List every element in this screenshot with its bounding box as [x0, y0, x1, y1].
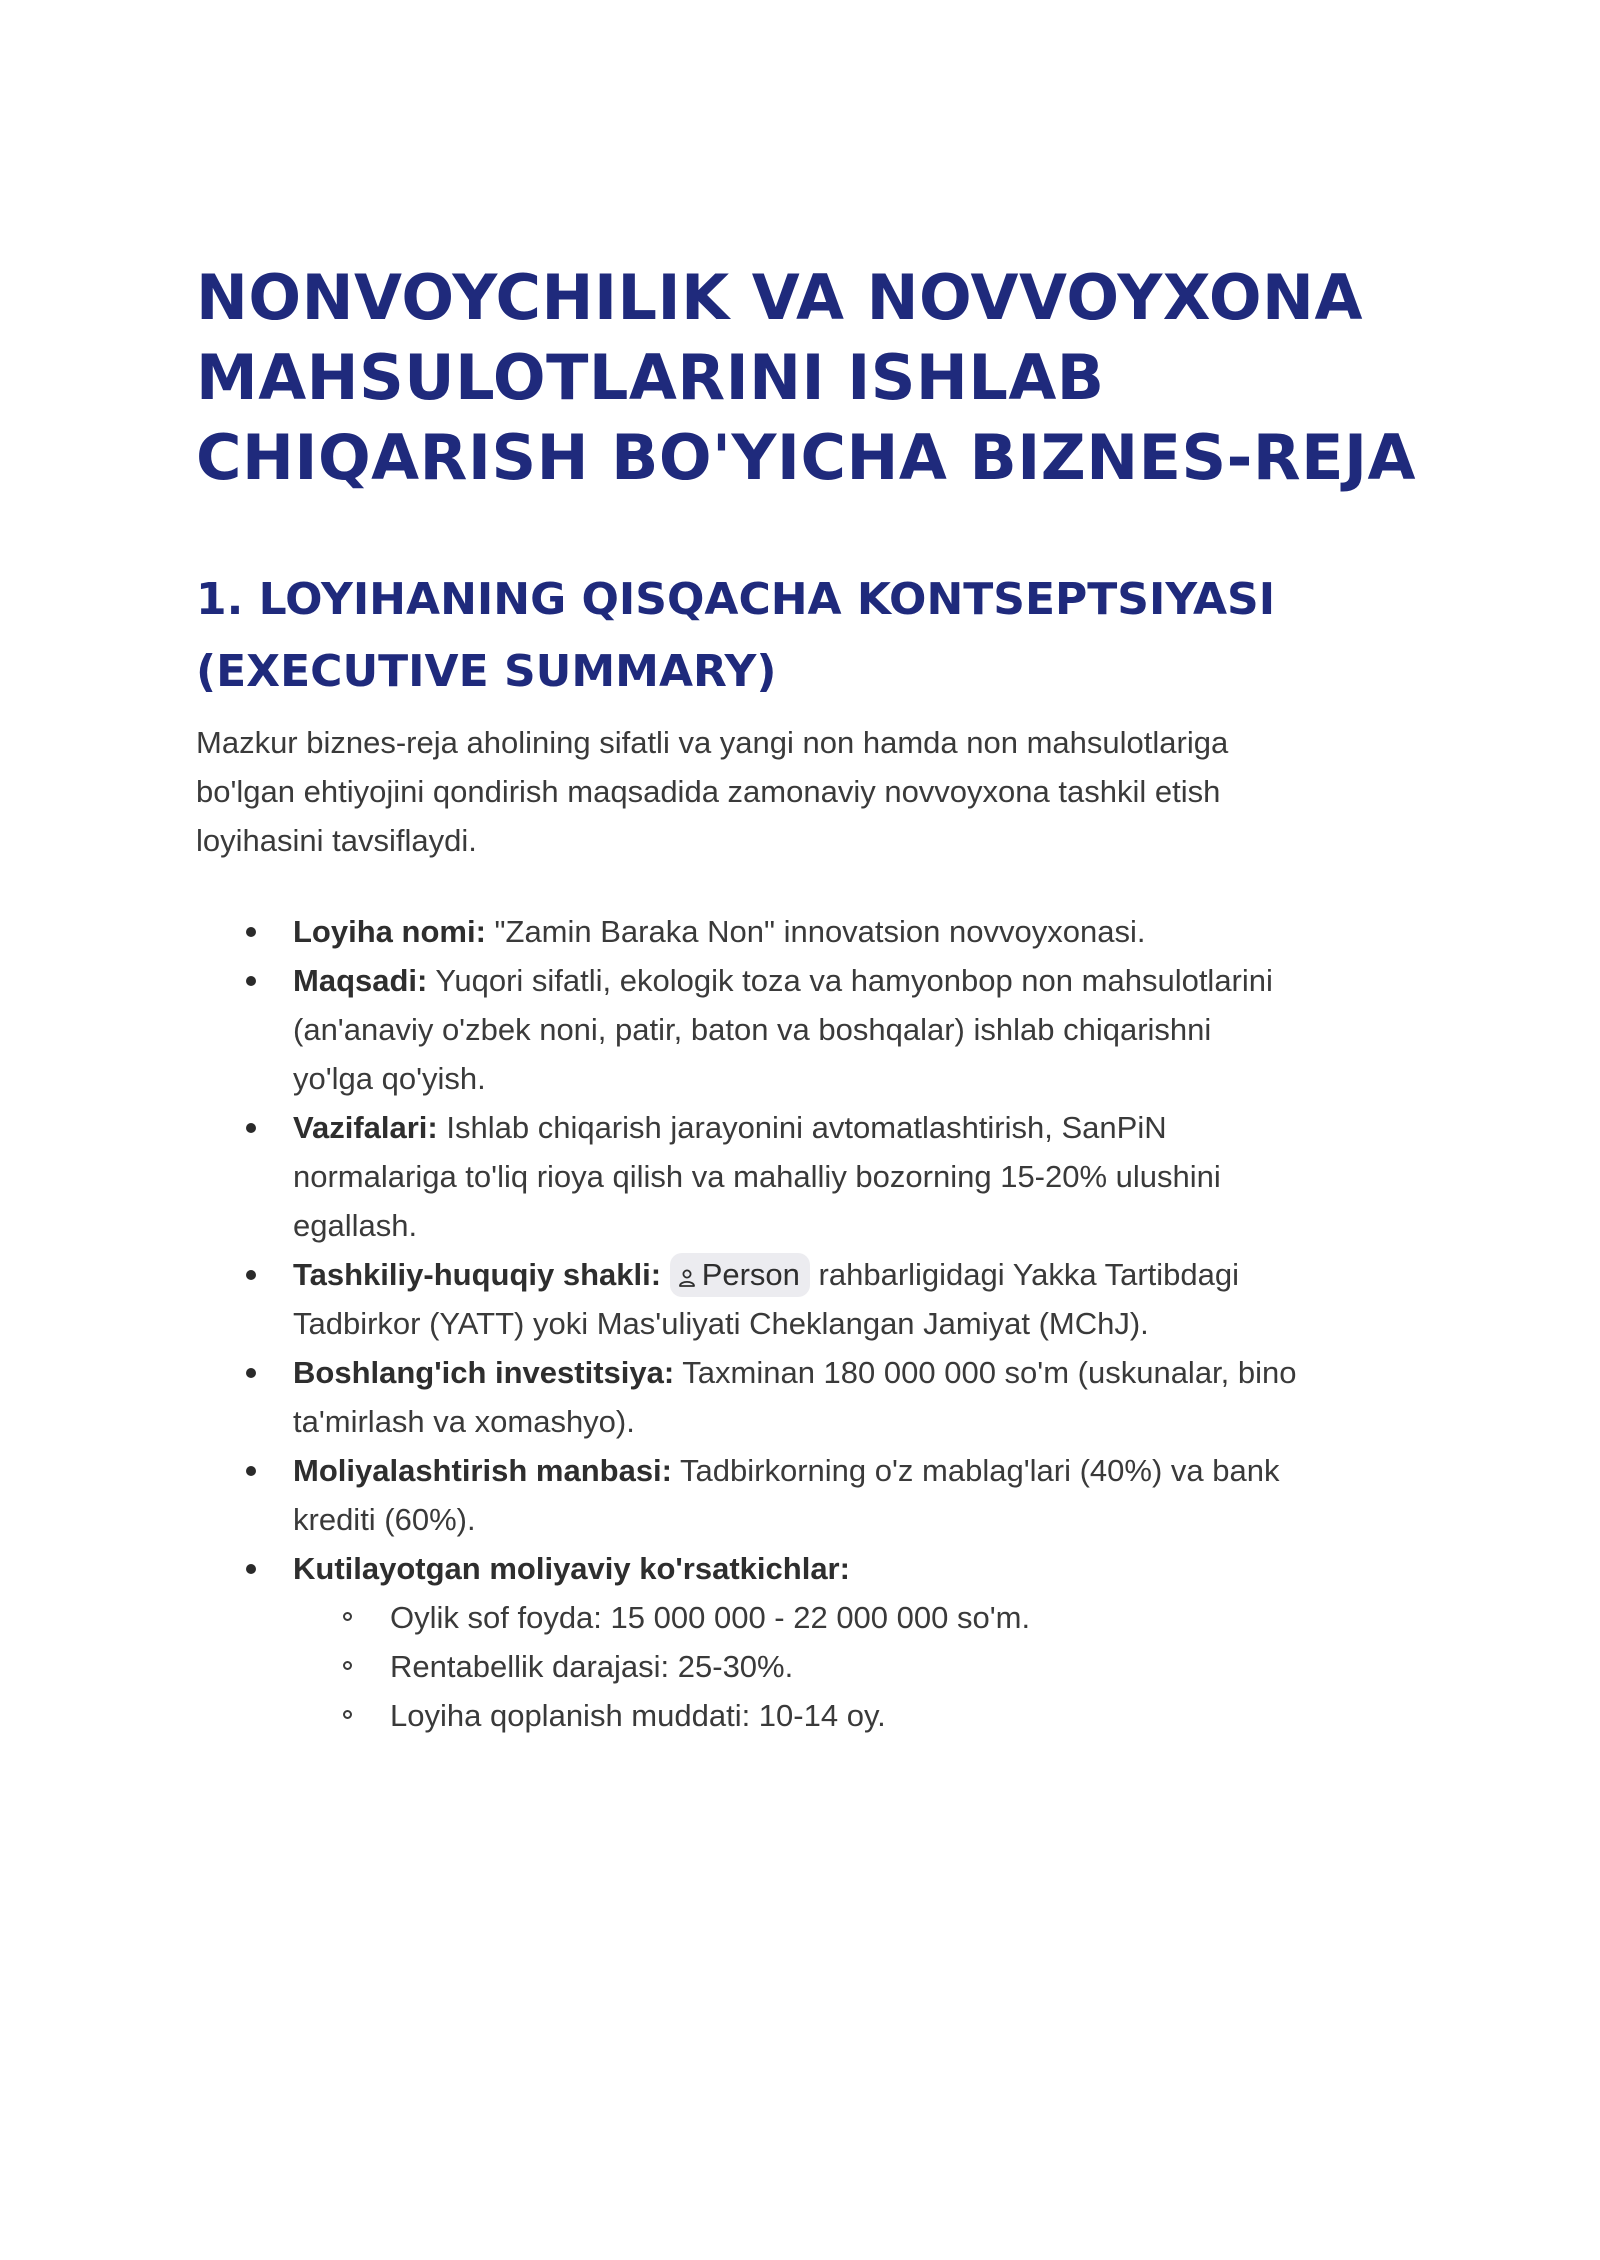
bullet-icon: [246, 1564, 256, 1574]
item-label: Boshlang'ich investitsiya:: [293, 1355, 675, 1390]
sub-list-item: [293, 1642, 1426, 1691]
bullet-icon: [246, 976, 256, 986]
item-label: Kutilayotgan moliyaviy ko'rsatkichlar:: [293, 1551, 850, 1586]
sub-list-item: [293, 1691, 1426, 1740]
sub-item-text: Loyiha qoplanish muddati: 10-14 oy.: [390, 1698, 886, 1733]
item-text: normalariga to'liq rioya qilish va mahalliy bozorning 15-20% ulushini: [293, 1159, 1221, 1194]
bullet-icon: [246, 1466, 256, 1476]
list-item-investment: [196, 1348, 1426, 1446]
list-item-tasks: [196, 1103, 1426, 1250]
financial-indicators-list: [293, 1593, 1426, 1740]
intro-line: bo'lgan ehtiyojini qondirish maqsadida zamonaviy novvoyxona tashkil etish: [196, 774, 1221, 809]
intro-paragraph: [196, 718, 1426, 865]
item-label: Tashkiliy-huquqiy shakli:: [293, 1257, 662, 1292]
item-text: Taxminan 180 000 000 so'm (uskunalar, bino: [674, 1355, 1297, 1390]
sub-item-text: Rentabellik darajasi: 25-30%.: [390, 1649, 794, 1684]
item-text: Tadbirkor (YATT) yoki Mas'uliyati Cheklangan Jamiyat (MChJ).: [293, 1306, 1149, 1341]
bullet-icon: [246, 927, 256, 937]
item-text: Tadbirkorning o'z mablag'lari (40%) va bank: [672, 1453, 1280, 1488]
list-item-goal: [196, 956, 1426, 1103]
item-text: yo'lga qo'yish.: [293, 1061, 486, 1096]
item-label: Maqsadi:: [293, 963, 428, 998]
title-line: NONVOYCHILIK VA NOVVOYXONA: [196, 261, 1363, 334]
list-item-project-name: [196, 907, 1426, 956]
person-chip[interactable]: [670, 1253, 810, 1297]
bullet-icon: [246, 1123, 256, 1133]
title-line: MAHSULOTLARINI ISHLAB: [196, 341, 1105, 414]
bullet-icon: [246, 1270, 256, 1280]
item-label: Moliyalashtirish manbasi:: [293, 1453, 672, 1488]
list-item-funding-source: [196, 1446, 1426, 1544]
section-heading-line: (EXECUTIVE SUMMARY): [196, 646, 777, 697]
person-icon: [678, 1268, 696, 1288]
item-text: ta'mirlash va xomashyo).: [293, 1404, 635, 1439]
list-item-legal-form: [196, 1250, 1426, 1348]
circle-bullet-icon: [343, 1612, 352, 1621]
item-text: Yuqori sifatli, ekologik toza va hamyonbop non mahsulotlarini: [427, 963, 1273, 998]
document-title: [196, 258, 1426, 498]
item-text: Ishlab chiqarish jarayonini avtomatlashtirish, SanPiN: [437, 1110, 1167, 1145]
item-text: egallash.: [293, 1208, 418, 1243]
section-heading-line: 1. LOYIHANING QISQACHA KONTSEPTSIYASI: [196, 574, 1276, 625]
bullet-icon: [246, 1368, 256, 1378]
sub-item-text: Oylik sof foyda: 15 000 000 - 22 000 000 so'm.: [390, 1600, 1031, 1635]
item-text: rahbarligidagi Yakka Tartibdagi: [809, 1257, 1240, 1292]
intro-line: Mazkur biznes-reja aholining sifatli va yangi non hamda non mahsulotlariga: [196, 725, 1229, 760]
item-text: (an'anaviy o'zbek noni, patir, baton va boshqalar) ishlab chiqarishni: [293, 1012, 1212, 1047]
intro-line: loyihasini tavsiflaydi.: [196, 823, 477, 858]
title-line: CHIQARISH BO'YICHA BIZNES-REJA: [196, 421, 1417, 494]
item-label: Vazifalari:: [293, 1110, 438, 1145]
circle-bullet-icon: [343, 1661, 352, 1670]
item-text: krediti (60%).: [293, 1502, 476, 1537]
summary-list: [196, 907, 1426, 1740]
circle-bullet-icon: [343, 1710, 352, 1719]
item-label: Loyiha nomi:: [293, 914, 486, 949]
person-chip-label: Person: [701, 1257, 800, 1292]
section-heading: [196, 564, 1426, 708]
item-text: "Zamin Baraka Non" innovatsion novvoyxonasi.: [485, 914, 1146, 949]
document-page: [196, 258, 1426, 1740]
sub-list-item: [293, 1593, 1426, 1642]
list-item-financial-indicators: [196, 1544, 1426, 1740]
